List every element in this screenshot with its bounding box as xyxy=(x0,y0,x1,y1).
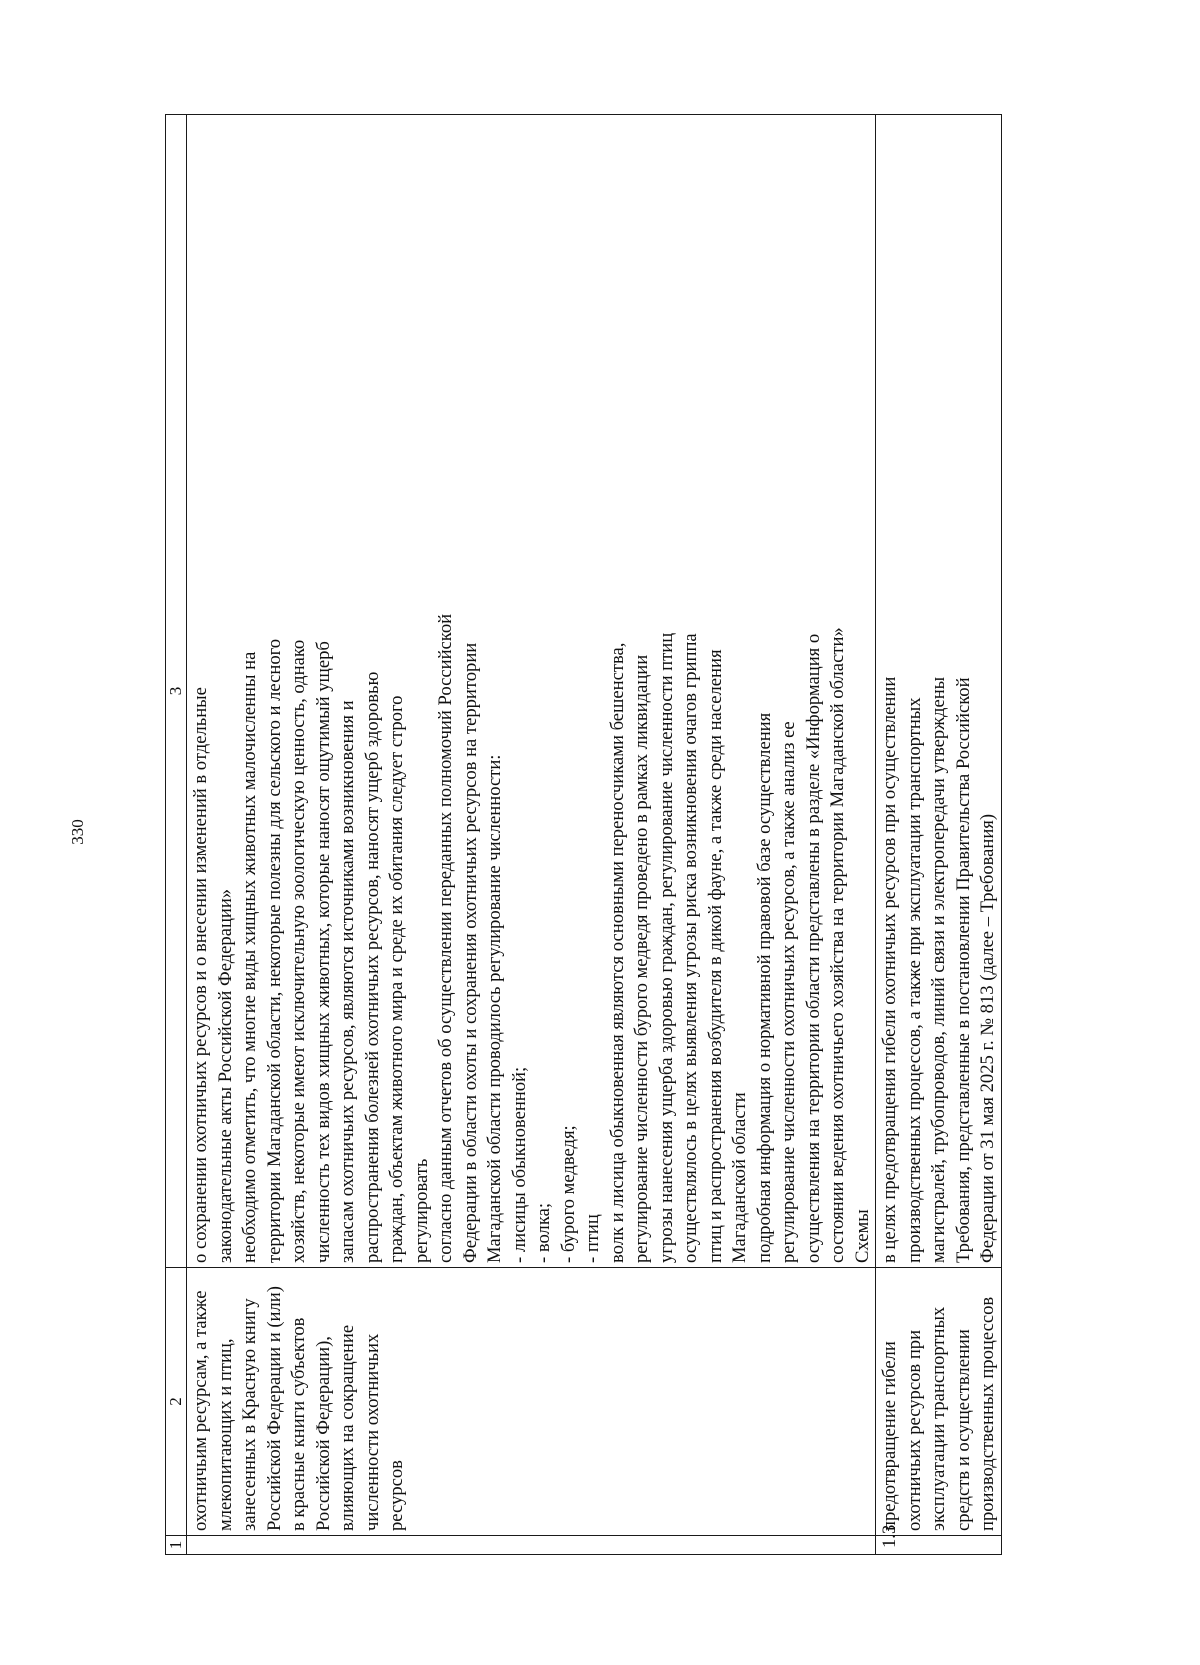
cell-text-line: численность тех видов хищных животных, которые наносят ощутимый ущерб xyxy=(312,641,334,1263)
cell-text-line: производственных процессов xyxy=(977,1296,998,1531)
cell-text-line: Требования, представленные в постановлении Правительства Российской xyxy=(952,677,974,1263)
table-row xyxy=(187,115,876,1555)
cell-text-line: граждан, объектам животного мира и среде их обитания следует строго xyxy=(386,695,407,1263)
cell-text-line: подробная информация о нормативной правовой базе осуществления xyxy=(753,712,775,1263)
cell-text-line: занесенных в Красную книгу xyxy=(239,1298,260,1531)
cell-text-line: - птиц xyxy=(582,1214,603,1263)
cell-text-line: - волка; xyxy=(533,1203,554,1263)
cell-text-line: регулирование численности охотничьих ресурсов, а также анализ ее xyxy=(778,721,799,1263)
cell-text-line: согласно данным отчетов об осуществлении переданных полномочий Российской xyxy=(435,613,456,1263)
cell-text-line: необходимо отметить, что многие виды хищных животных малочисленны на xyxy=(239,651,260,1263)
page-number: 330 xyxy=(68,819,87,845)
header-col-2: 2 xyxy=(166,1268,187,1536)
cell-text-line: предотвращение гибели xyxy=(879,1341,900,1531)
cell-text-line: осуществлялось в целях выявления угрозы риска возникновения очагов гриппа xyxy=(680,633,701,1263)
cell-text-line: Магаданской области xyxy=(729,1092,750,1263)
cell-text-line: - лисицы обыкновенной; xyxy=(508,1066,530,1263)
cell-text-line: Федерации в области охоты и сохранения охотничьих ресурсов на территории xyxy=(459,642,481,1263)
measure-name-cell xyxy=(187,1268,876,1536)
cell-text-line: производственных процессов, а также при эксплуатации транспортных xyxy=(903,697,925,1263)
cell-text-line: численности охотничьих xyxy=(361,1333,383,1531)
cell-text-line: угрозы нанесения ущерба здоровью граждан, регулирование численности птиц xyxy=(655,632,677,1263)
cell-text-line: Магаданской области проводилось регулирование численности: xyxy=(484,754,505,1263)
cell-text-line: волк и лисица обыкновенная являются основными переносчиками бешенства, xyxy=(606,642,628,1263)
cell-text-line: регулировать xyxy=(410,1158,432,1263)
cell-text-line: Российской Федерации), xyxy=(312,1336,334,1531)
cell-text-line: в красные книги субъектов xyxy=(288,1317,309,1531)
cell-text-line: Федерации от 31 мая 2025 г. № 813 (далее – Требования) xyxy=(977,813,998,1263)
cell-text-line: о сохранении охотничьих ресурсов и о внесении изменений в отдельные xyxy=(190,687,211,1263)
rotated-page-content xyxy=(165,115,998,1555)
cell-text-line: регулирование численности бурого медведя проведено в рамках ликвидации xyxy=(631,654,652,1263)
cell-text-line: эксплуатации транспортных xyxy=(928,1306,949,1531)
cell-text-line: в целях предотвращения гибели охотничьих ресурсов при осуществлении xyxy=(879,676,900,1263)
cell-text-line: хозяйств, некоторые имеют исключительную зоологическую ценность, однако xyxy=(288,639,309,1263)
cell-text-line: ресурсов xyxy=(386,1460,407,1531)
cell-text-line: охотничьим ресурсам, а также xyxy=(190,1290,211,1531)
document-table xyxy=(165,114,1002,1555)
cell-text-line: влияющих на сокращение xyxy=(337,1324,358,1531)
cell-text-line: птиц и распространения возбудителя в дикой фауне, а также среди населения xyxy=(704,649,726,1263)
header-col-3: 3 xyxy=(166,115,187,1268)
measure-name-cell xyxy=(876,1268,1002,1536)
cell-text-line: Схемы xyxy=(851,1209,873,1263)
cell-text-line: охотничьих ресурсов при xyxy=(903,1329,925,1531)
cell-text-line: осуществления на территории области представлены в разделе «Информация о xyxy=(802,633,824,1263)
cell-text-line: запасам охотничьих ресурсов, являются источниками возникновения и xyxy=(337,700,358,1263)
table-row xyxy=(876,115,1002,1555)
row-number-cell xyxy=(187,1536,876,1555)
cell-text-line: - бурого медведя; xyxy=(557,1125,579,1263)
cell-text-line: распространения болезней охотничьих ресурсов, наносят ущерб здоровью xyxy=(361,671,383,1263)
cell-text-line: состоянии ведения охотничьего хозяйства на территории Магаданской области» xyxy=(827,627,848,1263)
cell-text-line: законодательные акты Российской Федерации» xyxy=(214,888,236,1263)
measure-description-cell xyxy=(876,115,1002,1268)
cell-text-line: Российской Федерации и (или) xyxy=(263,1286,285,1531)
cell-text-line: млекопитающих и птиц, xyxy=(214,1338,236,1531)
header-col-1: 1 xyxy=(166,1536,187,1555)
row-number-cell: 1.3 xyxy=(876,1536,1002,1555)
cell-text-line: средств и осуществлении xyxy=(952,1329,974,1531)
cell-text-line: магистралей, трубопроводов, линий связи и электропередачи утверждены xyxy=(928,676,949,1263)
table-header-row xyxy=(166,115,187,1555)
cell-text-line: территории Магаданской области, некоторые полезны для сельского и лесного xyxy=(263,638,285,1263)
measure-description-cell xyxy=(187,115,876,1268)
